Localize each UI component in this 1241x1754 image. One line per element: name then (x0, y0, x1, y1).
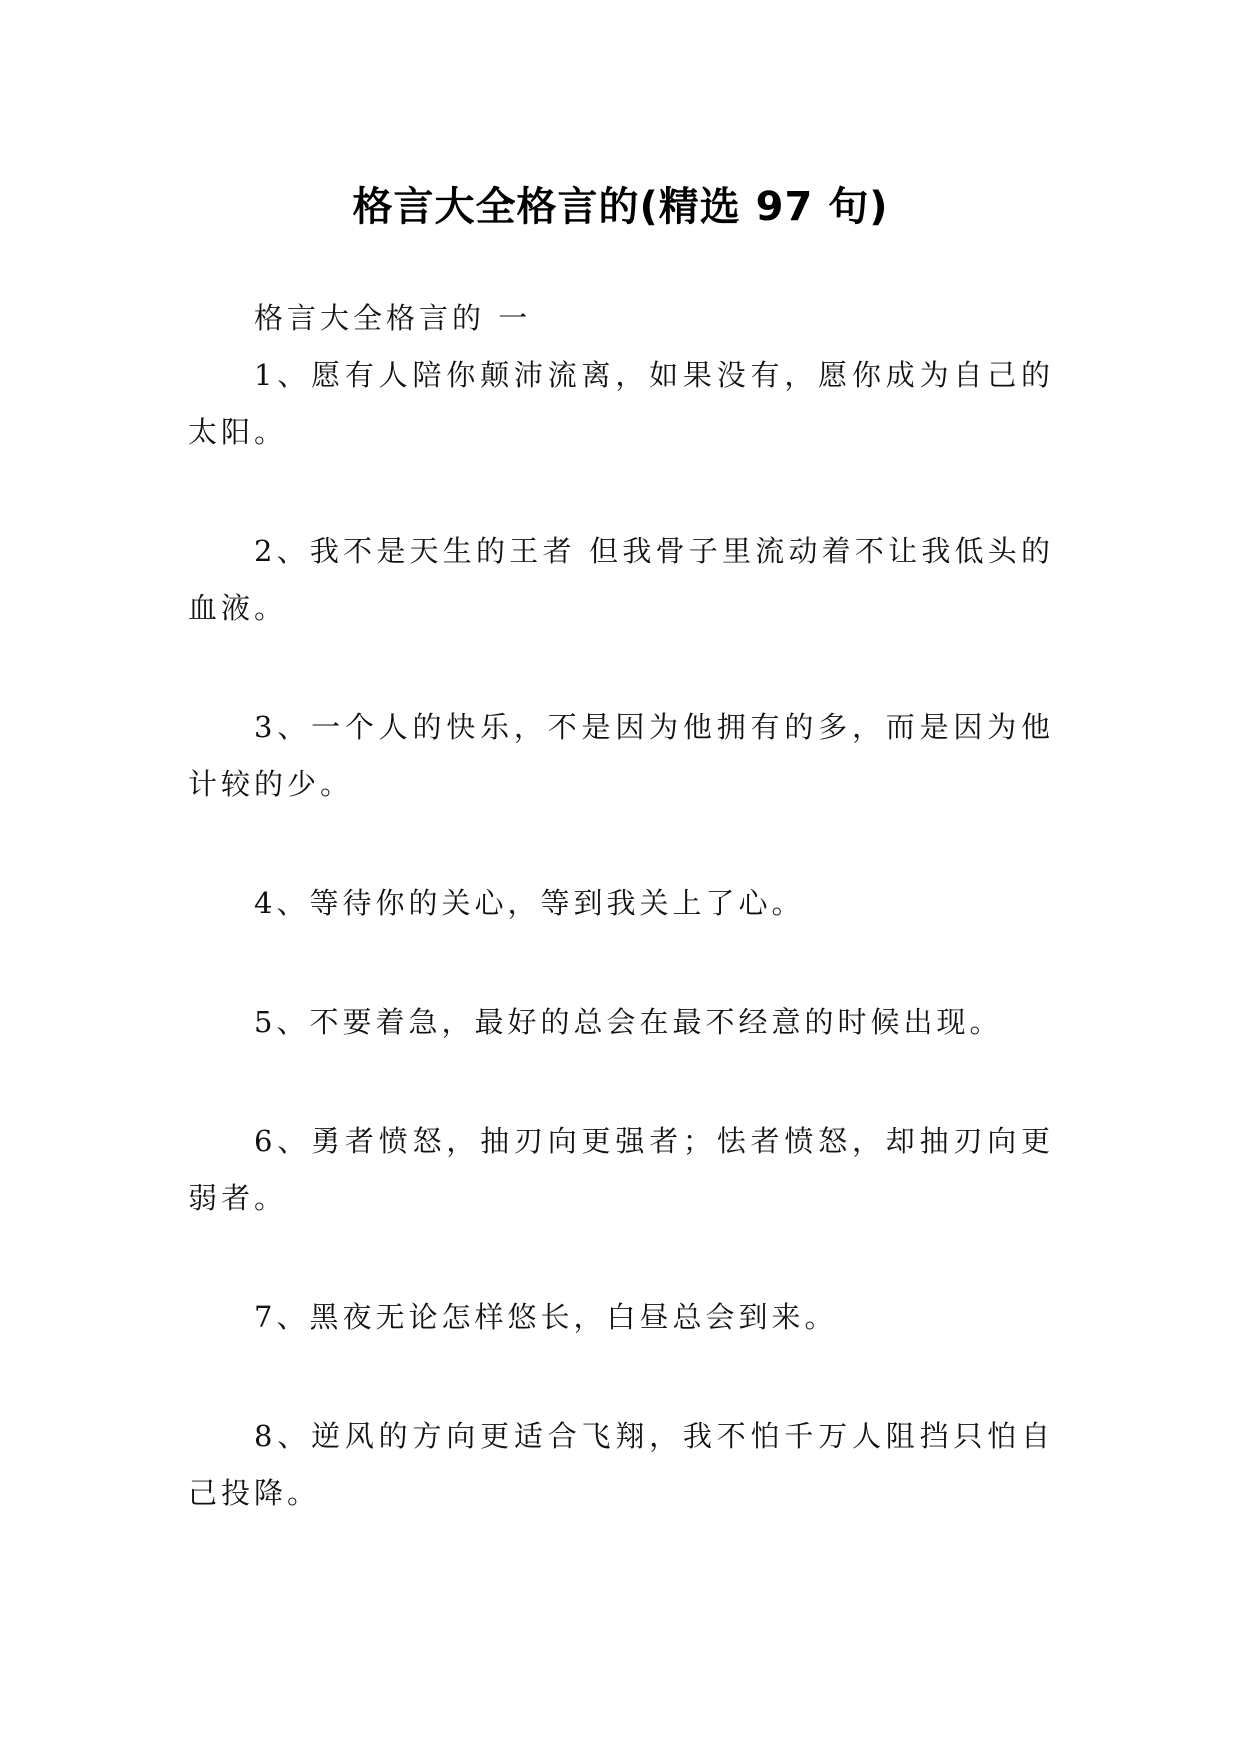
quote-item-1: 1、愿有人陪你颠沛流离，如果没有，愿你成为自己的太阳。 (188, 358, 1054, 449)
document-title: 格言大全格言的(精选 97 句) (352, 183, 889, 230)
quote-item-6: 6、勇者愤怒，抽刃向更强者；怯者愤怒，却抽刃向更弱者。 (188, 1124, 1054, 1215)
quote-item-3: 3、一个人的快乐，不是因为他拥有的多，而是因为他计较的少。 (188, 710, 1054, 801)
document-body (188, 290, 1054, 1584)
quote-item-5: 5、不要着急，最好的总会在最不经意的时候出现。 (254, 1005, 1003, 1039)
section-heading: 格言大全格言的 一 (254, 301, 532, 335)
quote-item-7: 7、黑夜无论怎样悠长，白昼总会到来。 (254, 1300, 838, 1334)
quote-item-8: 8、逆风的方向更适合飞翔，我不怕千万人阻挡只怕自己投降。 (188, 1419, 1054, 1510)
quote-item-4: 4、等待你的关心，等到我关上了心。 (254, 886, 805, 920)
quote-item-2: 2、我不是天生的王者 但我骨子里流动着不让我低头的血液。 (188, 534, 1054, 625)
